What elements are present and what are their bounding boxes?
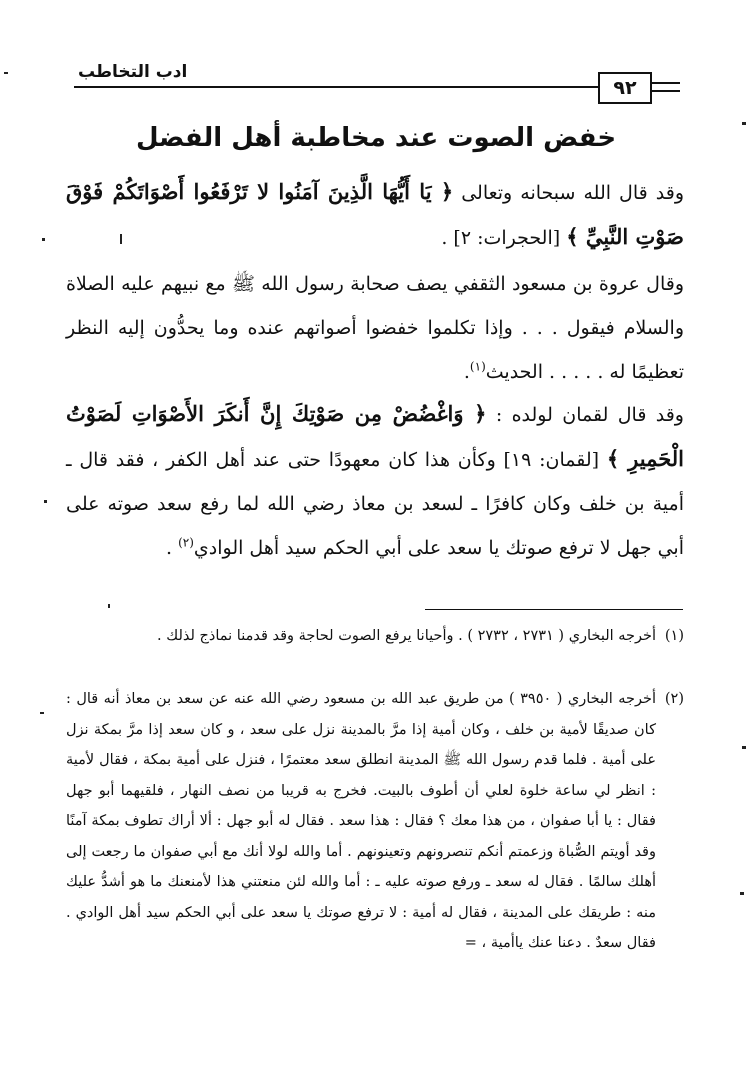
header-ornament-line	[650, 90, 680, 92]
footnote-1	[66, 621, 684, 652]
header-ornament-line	[650, 82, 680, 84]
page-number: ٩٢	[598, 72, 652, 104]
chapter-title: خفض الصوت عند مخاطبة أهل الفضل	[135, 123, 617, 153]
scan-speck	[42, 238, 45, 241]
scan-speck	[44, 500, 47, 503]
paragraph-3-intro: وقد قال لقمان لولده :	[486, 404, 684, 426]
header-rule	[74, 86, 598, 88]
footnote-ref-2: (٢)	[178, 535, 194, 550]
scan-speck	[742, 122, 746, 125]
verse-1-citation: [الحجرات: ٢] .	[441, 227, 567, 249]
paragraph-1	[66, 170, 684, 260]
footnote-2-text: أخرجه البخاري ( ٣٩٥٠ ) من طريق عبد الله بن مسعود رضي الله عنه عن سعد بن معاذ أنه قال : كان صديقًا لأمية بن خلف ، وكان أمية إذا مرَّ بالمدينة نزل على سعد ، و كان سعد إذا مرَّ بمكة نزل على أمية . فلما قدم رسول الله ﷺ المدينة انطلق سعد معتمرًا ، فنزل على أمية بمكة ، فقال لأمية : انظر لي ساعة خلوة لعلي أن أطوف بالبيت. فخرج به قريبا من نصف النهار ، فلقيهما أبو جهل فقال : يا أبا صفوان ، من هذا معك ؟ فقال : هذا سعد . فقال له أبو جهل : ألا أراك تطوف بمكة آمنًا وقد أويتم الصُّباة وزعمتم أنكم تنصرونهم وتعينونهم . أما والله لولا أنك مع أبي صفوان ما رجعت إلى أهلك سالمًا . فقال له سعد ـ ورفع صوته عليه ـ : أما والله لئن منعتني هذا لأمنعنك ما هو أشدُّ عليك منه : طريقك على المدينة ، فقال له أمية : لا ترفع صوتك يا سعد على أبي الحكم سيد أهل الوادي . فقال سعدٌ . دعنا عنك ياأمية ، =	[66, 691, 656, 951]
scan-speck	[120, 234, 122, 244]
scan-speck	[40, 712, 44, 714]
paragraph-3-text: [لقمان: ١٩] وكأن هذا كان معهودًا حتى عند أهل الكفر ، فقد قال ـ أمية بن خلف وكان كافرًا ـ لسعد بن معاذ رضي الله لما رفع سعد صوته على أبي جهل لا ترفع صوتك يا سعد على أبي الحكم سيد أهل الوادي	[66, 449, 684, 559]
footnote-2-number: (٢)	[664, 691, 684, 707]
footnote-2	[66, 684, 684, 959]
footnote-ref-1: (١)	[469, 359, 486, 374]
scan-speck	[740, 892, 744, 895]
quran-verse-1: ﴿ يَا أَيُّهَا الَّذِينَ آمَنُوا لا تَرْفَعُوا أَصْوَاتَكُمْ فَوْقَ صَوْتِ النَّبِيِّ ﴾	[66, 179, 684, 249]
scan-speck	[4, 72, 8, 74]
paragraph-3	[66, 392, 684, 570]
paragraph-1-intro: وقد قال الله سبحانه وتعالى	[453, 182, 685, 204]
quran-verse-2: ﴿ وَاغْضُضْ مِن صَوْتِكَ إِنَّ أَنكَرَ الأَصْوَاتِ لَصَوْتُ الْحَمِيرِ ﴾	[66, 401, 684, 471]
scan-speck	[108, 604, 110, 608]
paragraph-2-text: وقال عروة بن مسعود الثقفي يصف صحابة رسول الله ﷺ مع نبيهم عليه الصلاة والسلام فيقول . . . وإذا تكلموا خفضوا أصواتهم عنده وما يحدُّون إليه النظر تعظيمًا له . . . . . الحديث	[66, 273, 684, 383]
scan-speck	[742, 746, 746, 749]
footnote-1-text: أخرجه البخاري ( ٢٧٣١ ، ٢٧٣٢ ) . وأحيانا يرفع الصوت لحاجة وقد قدمنا نماذج لذلك .	[157, 628, 656, 644]
footnote-separator	[425, 609, 683, 610]
paragraph-2: وقال عروة بن مسعود الثقفي يصف صحابة رسول الله ﷺ مع نبيهم عليه الصلاة والسلام فيقول . . . وإذا تكلموا خفضوا أصواتهم عنده وما يحدُّون إليه النظر تعظيمًا له . . . . . الحديث$^{(١)}$.	[66, 273, 684, 383]
paragraph-3-end: .	[165, 537, 179, 559]
footnote-1-number: (١)	[664, 628, 684, 644]
running-title: ادب التخاطب	[78, 62, 188, 82]
